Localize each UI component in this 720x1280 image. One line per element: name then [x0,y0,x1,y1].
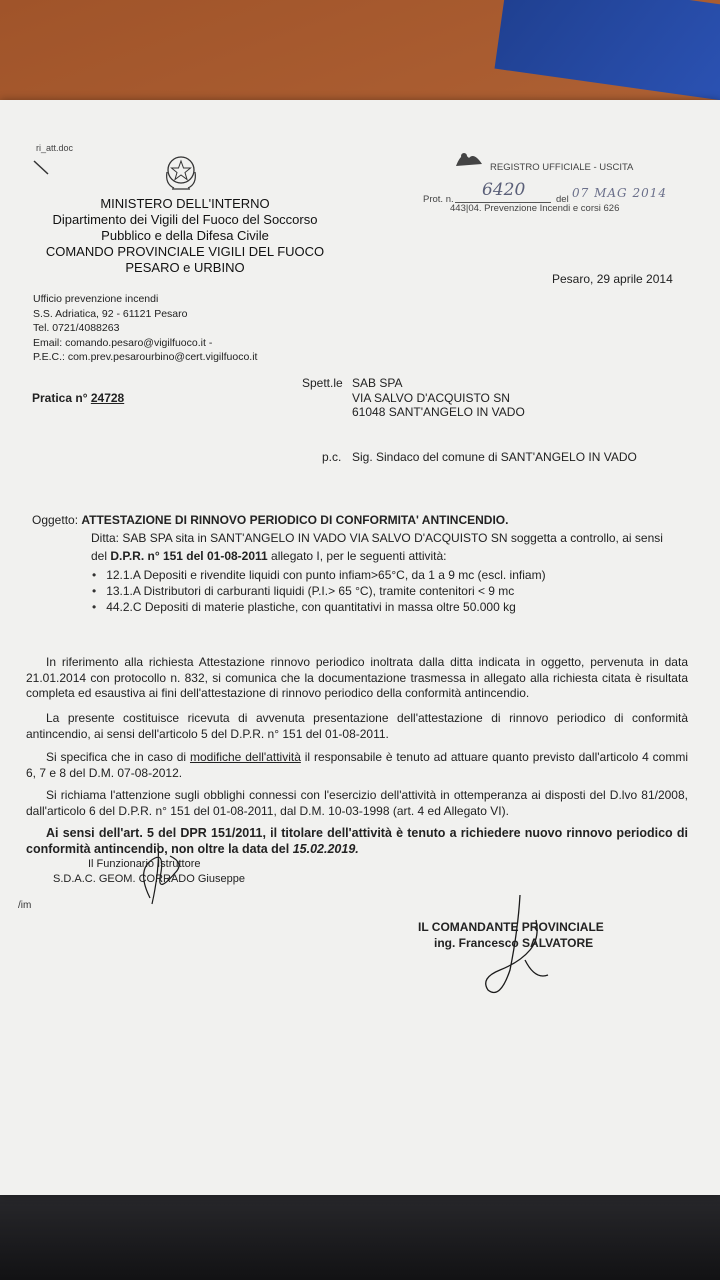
protocol-date: 07 MAG 2014 [572,186,667,200]
list-item: • 13.1.A Distributori di carburanti liquidi (P.I.> 65 °C), tramite contenitori < 9 mc [92,583,546,599]
pratica-label: Pratica n° [32,391,88,405]
fire-brigade-logo-icon [452,148,486,170]
activity-list [92,567,546,615]
pratica [32,391,124,405]
ministry-header [40,196,330,276]
commander-name: ing. Francesco SALVATORE [434,936,594,950]
recipient-line: 61048 SANT'ANGELO IN VADO [352,405,525,419]
initials: /im [18,900,32,911]
commander-title: IL COMANDANTE PROVINCIALE [418,920,604,934]
recipient-label: Spett.le [302,376,343,390]
instructor-title: Il Funzionario Istruttore [88,858,201,870]
instructor-name: S.D.A.C. GEOM. CORRADO Giuseppe [53,873,245,885]
department-line: COMANDO PROVINCIALE VIGILI DEL FUOCO [45,244,325,259]
document-page [0,100,720,1195]
paragraph-3: Si specifica che in caso di modifiche dell'attività il responsabile è tenuto ad attuare quanto previsto dall'articolo 4 commi 6, 7 e 8 del D.M. 07-08-2012. [26,750,688,780]
cc-label: p.c. [322,450,342,464]
background-blue-object [495,0,720,101]
file-name: ri_att.doc [36,143,74,153]
protocol-label: Prot. n. [423,194,454,205]
subject-line-2: del D.P.R. n° 151 del 01-08-2011 allegato I, per le seguenti attività: [91,549,447,563]
ministry-title: MINISTERO DELL'INTERNO [100,196,270,211]
office-line: Ufficio prevenzione incendi [33,293,159,305]
republic-emblem-icon [162,152,200,192]
office-line: Tel. 0721/4088263 [33,322,120,334]
background-floor [0,1185,720,1280]
paragraph-5: Ai sensi dell'art. 5 del DPR 151/2011, il titolare dell'attività è tenuto a richiedere nuovo rinnovo periodico di conformità antincendio, non oltre la data del 15.02.2019. [26,826,688,856]
office-line: P.E.C.: com.prev.pesarourbino@cert.vigilfuoco.it [33,351,258,363]
subject [32,513,508,527]
list-item: • 12.1.A Depositi e rivendite liquidi con punto infiam>65°C, da 1 a 9 mc (escl. infiam) [92,567,546,583]
file-reference: 443|04. Prevenzione Incendi e corsi 626 [450,203,620,214]
pratica-number: 24728 [90,391,125,405]
office-line: S.S. Adriatica, 92 - 61121 Pesaro [33,307,188,320]
department-line: Pubblico e della Difesa Civile [101,228,269,243]
instructor-signature [130,838,200,908]
list-item: • 44.2.C Depositi di materie plastiche, con quantitativi in massa oltre 50.000 kg [92,599,546,615]
recipient-line: VIA SALVO D'ACQUISTO SN [352,390,510,405]
department-line: Dipartimento dei Vigili del Fuoco del Soccorso [52,212,318,227]
office-info [33,292,257,365]
protocol-number: 6420 [482,180,526,200]
place-date: Pesaro, 29 aprile 2014 [552,272,673,286]
registry-label: REGISTRO UFFICIALE - USCITA [490,162,634,173]
date-label: del [556,194,569,205]
pen-mark [32,158,52,178]
commander-signature [470,890,560,1010]
recipient-address [352,376,525,420]
recipient-line: SAB SPA [352,376,403,390]
subject-label: Oggetto: [32,513,79,527]
subject-title: ATTESTAZIONE DI RINNOVO PERIODICO DI CONFORMITA' ANTINCENDIO. [81,513,509,527]
paragraph-4: Si richiama l'attenzione sugli obblighi connessi con l'esercizio dell'attività in ottemperanza ai disposti del D.lvo 81/2008, dall'articolo 6 del D.P.R. n° 151 del 01-08-2011, dal D.M. 10-03-1998 (art. 4 ed Allegato VI). [26,788,688,818]
department-line: PESARO e URBINO [125,260,245,275]
subject-line-1: Ditta: SAB SPA sita in SANT'ANGELO IN VADO VIA SALVO D'ACQUISTO SN soggetta a controllo, ai sensi [91,531,663,545]
paragraph-2: La presente costituisce ricevuta di avvenuta presentazione dell'attestazione di rinnovo periodico di conformità antincendio, ai sensi dell'articolo 5 del D.P.R. n° 151 del 01-08-2011. [26,711,688,741]
renewal-deadline: 15.02.2019. [292,841,359,856]
office-line: Email: comando.pesaro@vigilfuoco.it - [33,336,213,349]
cc-text: Sig. Sindaco del comune di SANT'ANGELO IN VADO [352,450,637,464]
paragraph-1: In riferimento alla richiesta Attestazione rinnovo periodico inoltrata dalla ditta indicata in oggetto, pervenuta in data 21.01.2014 con protocollo n. 832, si comunica che la documentazione trasmessa in allegato alla richiesta citata è risultata completa ed esaustiva ai fini dell'attestazione di rinnovo periodico della conformità antincendio. [26,655,688,700]
